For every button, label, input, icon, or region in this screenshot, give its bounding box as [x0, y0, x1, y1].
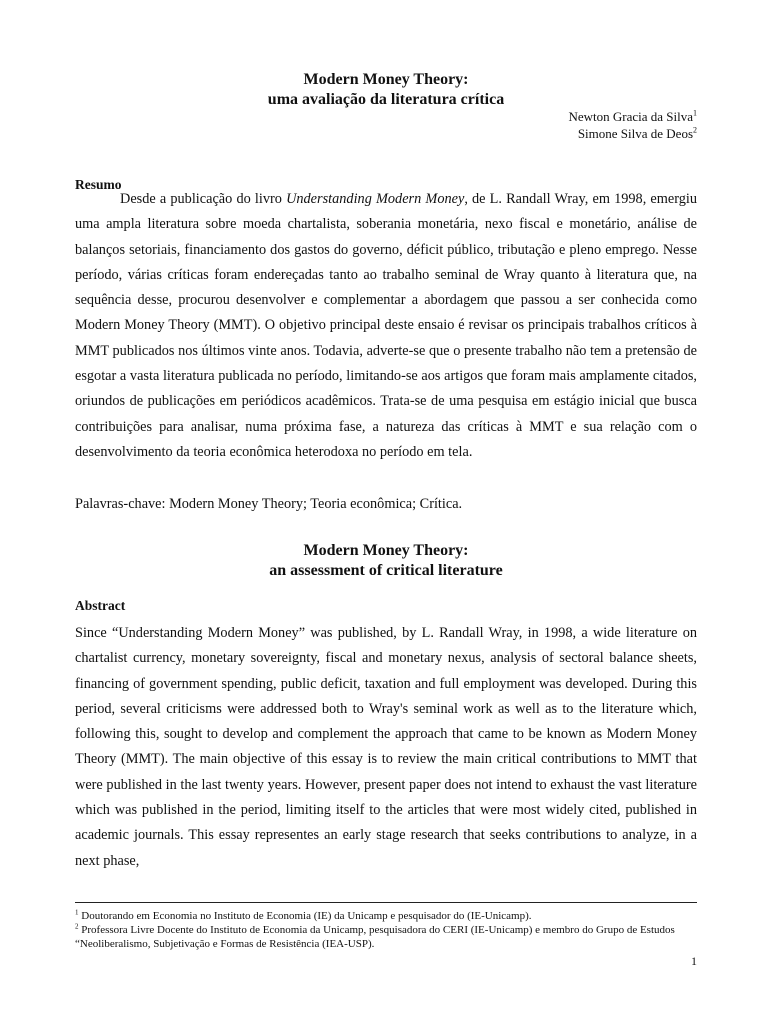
page-number: 1 — [691, 954, 697, 968]
abstract-heading: Abstract — [75, 598, 126, 613]
footnote-2 — [75, 923, 697, 951]
keywords-line: Palavras-chave: Modern Money Theory; Teoria econômica; Crítica. — [75, 496, 463, 512]
abstract-paragraph: Since “Understanding Modern Money” was published, by L. Randall Wray, in 1998, a wide literature on chartalist currency, monetary sovereignty, fiscal and monetary nexus, analysis of sectoral balance sheets, financing of government spending, public deficit, taxation and full employment was developed. During this period, several criticisms were addressed both to Wray's seminal work as well as to the literature which, following this, sought to develop and complement the approach that came to be known as Modern Money Theory (MMT). The main objective of this essay is to review the main critical contributions to MMT that were published in the last twenty years. However, present paper does not intend to exhaust the vast literature which was published in the period, limiting itself to the articles that were most widely cited, published in academic journals. This essay representes an early stage research that seeks contributions to analyze, in a next phase, — [75, 625, 697, 869]
title-en-line1: Modern Money Theory: — [303, 542, 469, 559]
title-pt-line2: uma avaliação da literatura crítica — [267, 91, 505, 108]
book-title-italic: Understanding Modern Money — [286, 191, 465, 207]
author-1-name: Newton Gracia da Silva — [568, 109, 693, 124]
author-2-name: Simone Silva de Deos — [577, 126, 693, 141]
resumo-heading: Resumo — [75, 177, 122, 192]
footnote-1-mark: 1 — [75, 908, 79, 917]
title-english — [75, 541, 697, 581]
footnote-2-mark: 2 — [75, 922, 79, 931]
resumo-paragraph — [75, 187, 697, 465]
title-pt-line1: Modern Money Theory: — [303, 71, 469, 88]
footnote-1-text: Doutorando em Economia no Instituto de Economia (IE) da Unicamp e pesquisador do (IE-Unicamp). — [78, 910, 532, 922]
resumo-text-rest: , de L. Randall Wray, em 1998, emergiu uma ampla literatura sobre moeda chartalista, soberania monetária, nexo fiscal e monetário, análise de balanços setoriais, financiamento dos gastos do governo, déficit público, tributação e pleno emprego. Nesse período, várias críticas foram endereçadas tanto ao trabalho seminal de Wray quanto à literatura que, na sequência desse, procurou desenvolver e complementar a abordagem que passou a ser conhecida como Modern Money Theory (MMT). O objetivo principal deste ensaio é revisar os principais trabalhos críticos à MMT publicados nos últimos vinte anos. Todavia, adverte-se que o presente trabalho não tem a pretensão de esgotar a vasta literatura publicada no período, limitando-se aos artigos que foram mais amplamente citados, oriundos de publicações em periódicos acadêmicos. Trata-se de uma pesquisa em estágio inicial que busca contribuições para analisar, numa próxima fase, a natureza das críticas à MMT e sua relação com o desenvolvimento da teoria econômica heterodoxa no período em tela. — [75, 191, 697, 460]
title-en-line2: an assessment of critical literature — [269, 562, 503, 579]
author-list — [568, 108, 697, 142]
footnote-2-text: Professora Livre Docente do Instituto de Economia da Unicamp, pesquisadora do CERI (IE-Unicamp) e membro do Grupo de Estudos “Neoliberalismo, Subjetivação e Formas de Resistência (IEA-USP). — [75, 924, 675, 950]
author-1 — [568, 108, 697, 125]
footnote-divider — [75, 902, 697, 903]
resumo-text-start: Desde a publicação do livro — [120, 191, 287, 207]
title-portuguese — [75, 70, 697, 110]
footnotes — [75, 909, 697, 951]
author-1-footnote-mark: 1 — [693, 108, 697, 118]
footnote-1 — [75, 909, 697, 923]
author-2 — [568, 125, 697, 142]
author-2-footnote-mark: 2 — [693, 125, 697, 135]
